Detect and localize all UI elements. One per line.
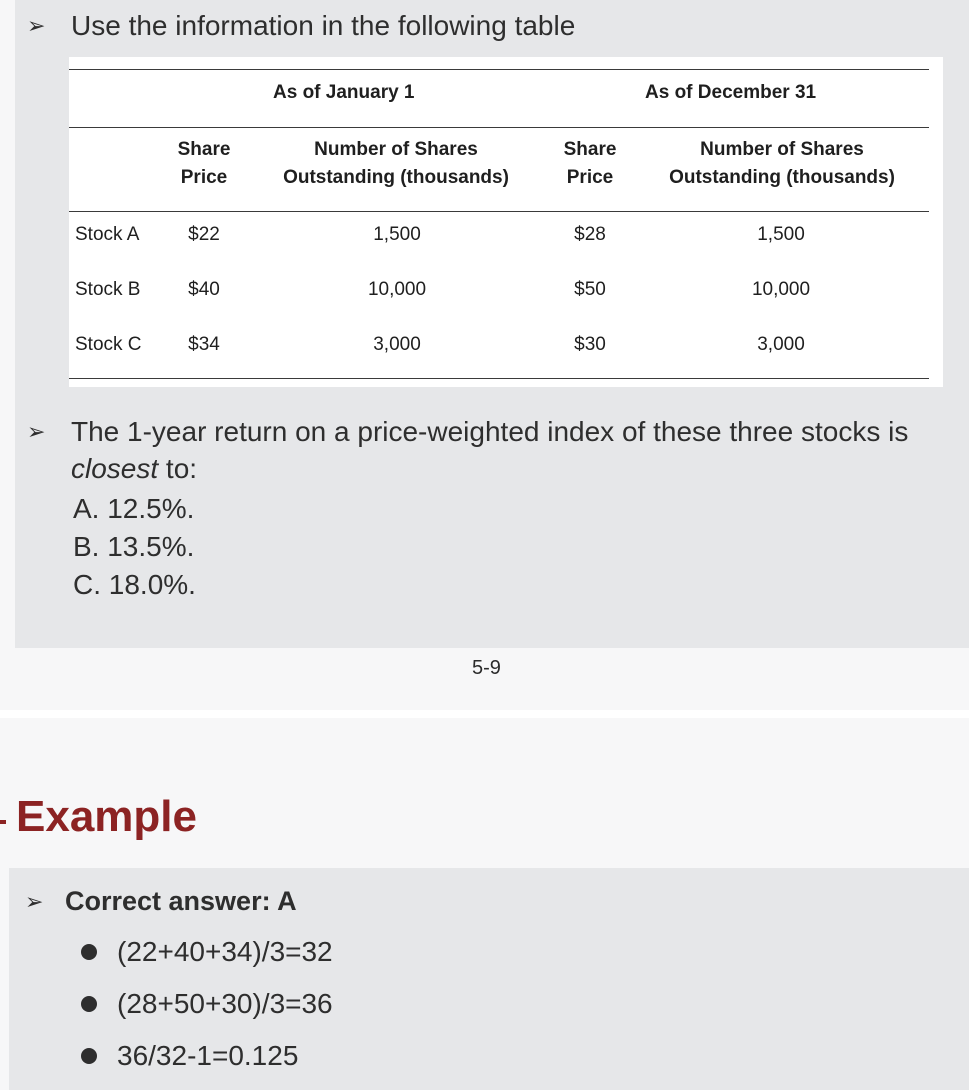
table-rule-top (69, 69, 929, 70)
intro-text: Use the information in the following table (71, 10, 576, 41)
option-b: B. 13.5%. (73, 531, 195, 562)
title-marker (0, 820, 6, 824)
bullet-dot-icon (81, 1048, 97, 1064)
row-label-stock-a: Stock A (75, 224, 140, 245)
group-header-jan: As of January 1 (273, 82, 415, 103)
calc-step: (22+40+34)/3=32 (81, 936, 333, 968)
table-rule-header (69, 127, 929, 128)
option-c: C. 18.0%. (73, 569, 196, 600)
col-header-price-dec: Share Price (563, 139, 617, 188)
table-rule-body (69, 211, 929, 212)
calc-step: (28+50+30)/3=36 (81, 988, 333, 1020)
col-header-shares-dec: Number of Shares Outstanding (thousands) (669, 139, 895, 188)
example-title: Example (16, 792, 197, 841)
cell-shares-dec: 10,000 (751, 279, 811, 300)
question-text: The 1-year return on a price-weighted index of these three stocks is (71, 416, 909, 447)
question-emphasis: closest (71, 453, 159, 484)
answer-options (73, 490, 196, 604)
calc-step: 36/32-1=0.125 (81, 1040, 298, 1072)
slide-question (15, 0, 969, 648)
correct-answer (25, 886, 297, 917)
cell-shares-dec: 3,000 (757, 334, 805, 355)
bullet-dot-icon (81, 944, 97, 960)
correct-answer-text: Correct answer: A (65, 886, 297, 916)
cell-shares-jan: 1,500 (373, 224, 421, 245)
cell-shares-dec: 1,500 (757, 224, 805, 245)
col-header-shares-jan: Number of Shares Outstanding (thousands) (283, 139, 509, 188)
cell-price-dec: $28 (574, 224, 606, 245)
question-text-end: to: (158, 453, 198, 484)
bullet-dot-icon (81, 996, 97, 1012)
stock-table (69, 57, 943, 387)
row-label-stock-b: Stock B (75, 279, 141, 300)
cell-price-dec: $30 (574, 334, 606, 355)
cell-price-jan: $40 (188, 279, 220, 300)
question (27, 413, 947, 487)
cell-price-jan: $22 (188, 224, 220, 245)
slide-divider (0, 710, 969, 718)
cell-shares-jan: 3,000 (373, 334, 421, 355)
slide-number: 5-9 (472, 657, 501, 679)
intro-bullet (27, 7, 575, 44)
group-header-dec: As of December 31 (645, 82, 817, 103)
col-header-price-jan: Share Price (177, 139, 231, 188)
cell-price-dec: $50 (574, 279, 606, 300)
cell-shares-jan: 10,000 (367, 279, 427, 300)
row-label-stock-c: Stock C (75, 334, 142, 355)
slide-answer (9, 868, 969, 1090)
arrow-bullet-icon: ➢ (27, 13, 46, 38)
option-a: A. 12.5%. (73, 493, 195, 524)
arrow-bullet-icon: ➢ (27, 419, 46, 444)
cell-price-jan: $34 (188, 334, 220, 355)
arrow-bullet-icon: ➢ (25, 888, 44, 914)
table-rule-bottom (69, 378, 929, 379)
